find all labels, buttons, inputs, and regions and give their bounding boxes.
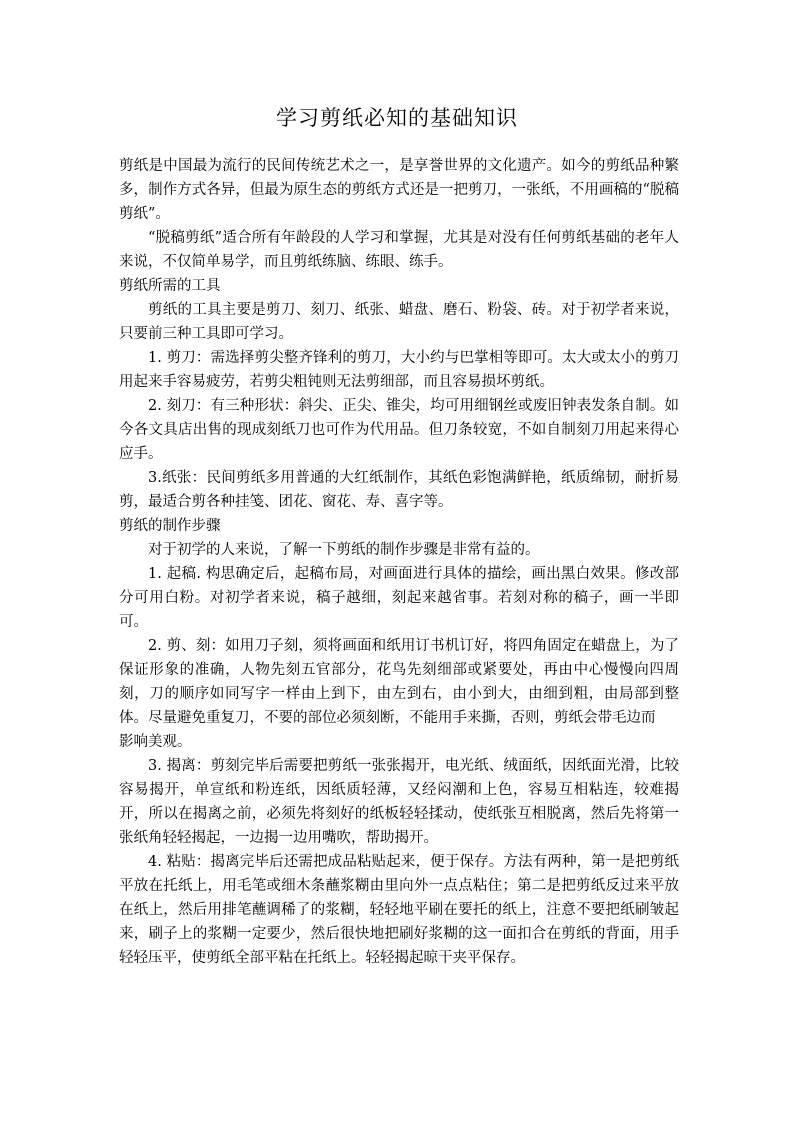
list-item-paste: 4. 粘贴：揭离完毕后还需把成品粘贴起来，便于保存。方法有两种，第一是把剪纸平放在托纸上，用毛笔或细木条蘸浆糊由里向外一点点粘住；第二是把剪纸反过来平放在纸上，然后用排笔蘸调稀了的浆糊，轻轻地平刷在要托的纸上，注意不要把纸刷皱起来，刷子上的浆糊一定要少，然后很快地把刷好浆糊的这一面扣合在剪纸的背面，用手轻轻压平，使剪纸全部平粘在托纸上。轻轻揭起晾干夹平保存。 xyxy=(119,854,679,966)
body-paragraph: “脱稿剪纸”适合所有年龄段的人学习和掌握，尤其是对没有任何剪纸基础的老年人来说，不仅简单易学，而且剪纸练脑、练眼、练手。 xyxy=(119,230,679,270)
document-title: 学习剪纸必知的基础知识 xyxy=(276,106,518,130)
intro-paragraph: 剪纸是中国最为流行的民间传统艺术之一，是享誉世界的文化遗产。如今的剪纸品种繁多，制作方式各异，但最为原生态的剪纸方式还是一把剪刀，一张纸，不用画稿的“脱稿剪纸”。 xyxy=(119,158,679,222)
body-paragraph-continuation: 影响美观。 xyxy=(119,734,192,750)
list-item-paper: 3.纸张：民间剪纸多用普通的大红纸制作，其纸色彩饱满鲜艳，纸质绵韧，耐折易剪，最适合剪各种挂笺、团花、窗花、寿、喜字等。 xyxy=(119,470,679,510)
document-body xyxy=(119,154,679,970)
section-heading-tools: 剪纸所需的工具 xyxy=(119,278,221,294)
section-heading-steps: 剪纸的制作步骤 xyxy=(119,518,221,534)
body-paragraph: 剪纸的工具主要是剪刀、刻刀、纸张、蜡盘、磨石、粉袋、砖。对于初学者来说，只要前三种工具即可学习。 xyxy=(119,302,679,342)
list-item-scissors: 1. 剪刀：需选择剪尖整齐锋利的剪刀，大小约与巴掌相等即可。太大或太小的剪刀用起来手容易疲劳，若剪尖粗钝则无法剪细部，而且容易损坏剪纸。 xyxy=(119,350,679,390)
list-item-cut-carve: 2. 剪、刻：如用刀子刻，须将画面和纸用订书机订好，将四角固定在蜡盘上，为了保证形象的准确，人物先刻五官部分，花鸟先刻细部或紧要处，再由中心慢慢向四周刻，刀的顺序如同写字一样由上到下，由左到右，由小到大，由细到粗，由局部到整体。尽量避免重复刀，不要的部位必须刻断，不能用手来撕，否则，剪纸会带毛边而 xyxy=(119,638,679,726)
list-item-carving-knife: 2. 刻刀：有三种形状：斜尖、正尖、锥尖，均可用细钢丝或废旧钟表发条自制。如今各文具店出售的现成刻纸刀也可作为代用品。但刀条较宽，不如自制刻刀用起来得心应手。 xyxy=(119,398,679,462)
list-item-draft: 1. 起稿. 构思确定后，起稿布局，对画面进行具体的描绘，画出黑白效果。修改部分可用白粉。对初学者来说，稿子越细，刻起来越省事。若刻对称的稿子，画一半即可。 xyxy=(119,566,679,630)
list-item-separate: 3. 揭离：剪刻完毕后需要把剪纸一张张揭开，电光纸、绒面纸，因纸面光滑，比较容易揭开，单宣纸和粉连纸，因纸质轻薄，又经闷潮和上色，容易互相粘连，较难揭开，所以在揭离之前，必须先将刻好的纸板轻轻揉动，使纸张互相脱离，然后先将第一张纸角轻轻揭起，一边揭一边用嘴吹，帮助揭开。 xyxy=(119,758,679,846)
body-paragraph: 对于初学的人来说，了解一下剪纸的制作步骤是非常有益的。 xyxy=(148,542,540,558)
